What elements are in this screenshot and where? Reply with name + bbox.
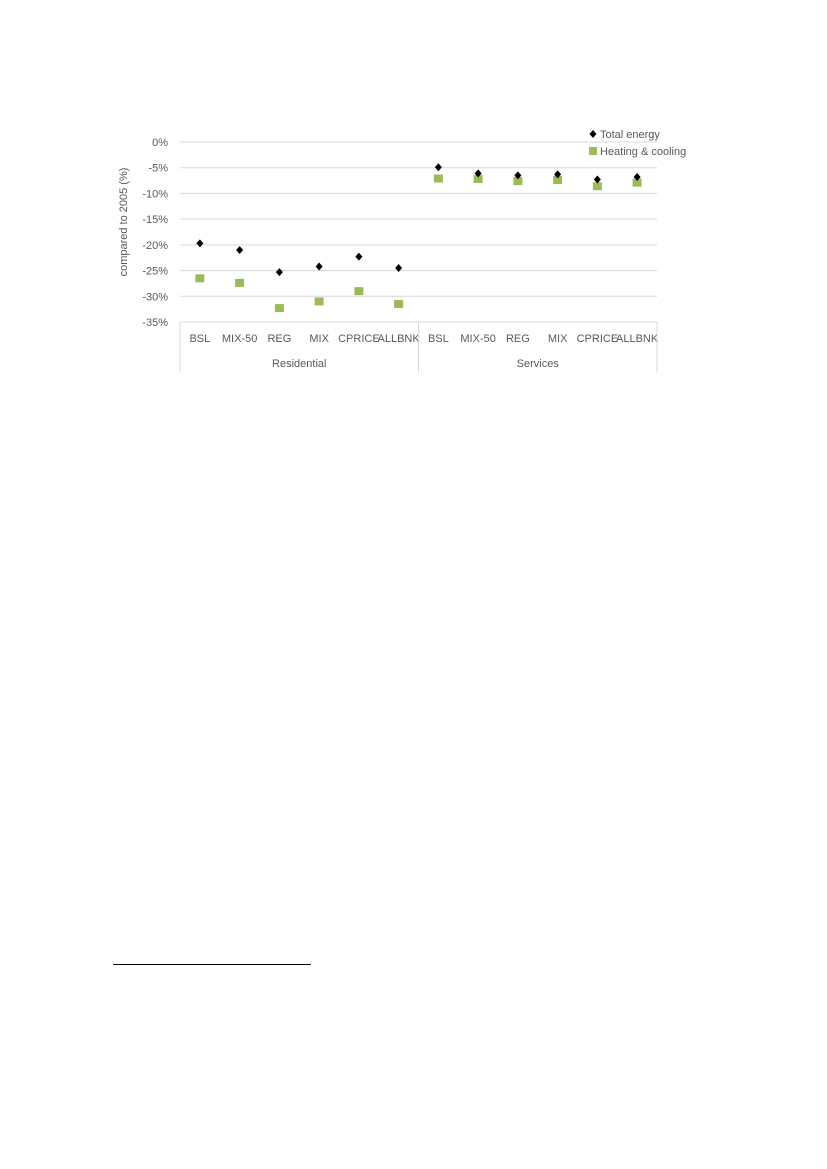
x-tick-label: CPRICE — [576, 333, 619, 345]
point-heating-cooling — [235, 279, 244, 287]
x-tick-label: MIX — [309, 333, 329, 345]
y-tick-label: -15% — [142, 214, 168, 227]
point-heating-cooling — [434, 175, 443, 183]
x-tick-label: ALLBNK — [616, 333, 659, 345]
y-axis-title: compared to 2005 (%) — [118, 167, 130, 277]
y-tick-label: -5% — [148, 162, 168, 175]
x-tick-label: MIX-50 — [221, 333, 258, 345]
point-total-energy — [236, 246, 243, 254]
legend-label-total-energy: Total energy — [600, 129, 660, 141]
point-heating-cooling — [354, 287, 363, 295]
gridlines — [180, 142, 657, 322]
point-heating-cooling — [394, 300, 403, 308]
x-tick-label: ALLBNK — [377, 333, 420, 345]
legend — [589, 129, 686, 158]
y-axis-ticks — [142, 137, 168, 329]
x-tick-label: CPRICE — [338, 333, 380, 345]
x-tick-label: REG — [267, 333, 292, 345]
group-label: Residential — [272, 358, 327, 370]
data-marks — [195, 163, 641, 312]
legend-marker-total-energy — [590, 130, 597, 138]
y-tick-label: -10% — [142, 188, 168, 201]
x-tick-label: MIX — [547, 333, 568, 345]
y-tick-label: 0% — [152, 137, 168, 149]
x-tick-label: REG — [505, 333, 530, 345]
legend-marker-heating-cooling — [589, 147, 597, 155]
x-tick-label: MIX-50 — [460, 333, 496, 345]
group-label: Services — [516, 358, 559, 370]
x-tick-label: BSL — [427, 333, 449, 345]
point-heating-cooling — [275, 304, 284, 312]
y-tick-label: -20% — [142, 239, 168, 252]
point-heating-cooling — [195, 274, 204, 282]
point-total-energy — [316, 262, 323, 270]
x-axis — [180, 322, 659, 372]
y-tick-label: -25% — [142, 265, 168, 278]
point-total-energy — [435, 163, 442, 171]
chart — [0, 0, 827, 420]
x-tick-label: BSL — [189, 333, 211, 345]
point-heating-cooling — [315, 297, 324, 305]
y-tick-label: -30% — [142, 291, 168, 304]
legend-label-heating-cooling: Heating & cooling — [600, 146, 687, 158]
point-total-energy — [355, 253, 362, 261]
footnote-rule — [113, 964, 311, 965]
y-tick-label: -35% — [142, 317, 168, 329]
point-total-energy — [196, 239, 203, 247]
point-total-energy — [276, 268, 283, 276]
